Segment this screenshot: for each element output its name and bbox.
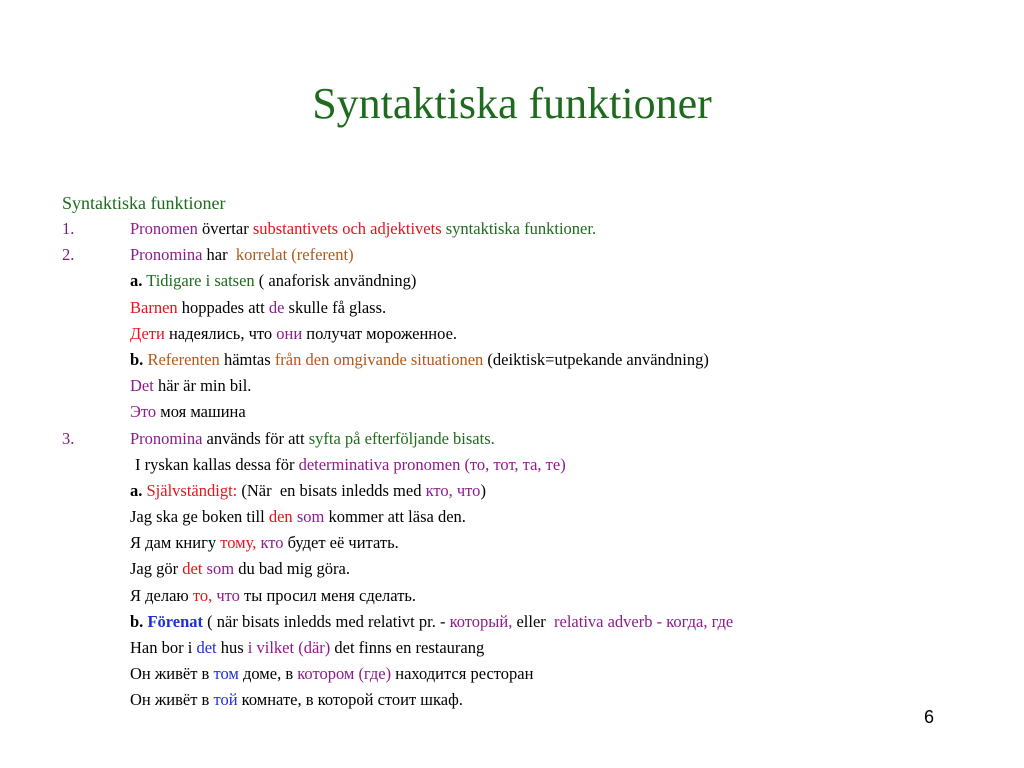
line-content [62, 661, 533, 687]
slide-body [62, 190, 1002, 714]
text-segment: кто, что [425, 480, 481, 500]
text-segment: I ryskan kallas dessa för [135, 454, 299, 474]
text-line [62, 399, 1002, 425]
text-line [62, 687, 1002, 713]
line-content [62, 635, 484, 661]
text-segment: den [268, 507, 293, 527]
text-segment: som [206, 559, 235, 579]
line-content [62, 609, 733, 635]
text-segment: hämtas [219, 349, 275, 369]
line-content [62, 478, 486, 504]
line-content [62, 530, 399, 556]
text-segment: получат мороженное. [302, 323, 458, 343]
line-content [62, 321, 457, 347]
page-number: 6 [924, 707, 935, 727]
text-line [62, 373, 1002, 399]
text-line [62, 426, 1002, 452]
text-line [62, 347, 1002, 373]
slide-title: Syntaktiska funktioner [312, 79, 712, 128]
text-segment: b. [130, 611, 144, 631]
text-segment: Дети [130, 323, 165, 343]
text-segment: котором (где) [297, 664, 392, 684]
line-content [62, 504, 466, 530]
text-segment: комнате, в которой стоит шкаф. [237, 690, 463, 710]
text-line [62, 242, 1002, 268]
text-segment: Я делаю [130, 585, 193, 605]
text-segment: hoppades att [177, 297, 269, 317]
text-segment: det [196, 638, 217, 657]
text-segment: том [213, 664, 239, 684]
text-segment: ( anaforisk användning) [254, 271, 417, 291]
text-line [62, 216, 1002, 242]
line-content [62, 373, 251, 399]
text-segment: Jag ska ge boken till [130, 507, 269, 527]
text-segment: relativa adverb - когда, где [554, 611, 734, 631]
text-segment: тому, [220, 533, 257, 553]
text-segment: Referenten [143, 349, 220, 369]
text-segment: skulle få glass. [284, 297, 387, 317]
text-segment: Självständigt: [142, 480, 238, 500]
text-line [62, 530, 1002, 556]
text-segment: a. [130, 480, 143, 500]
text-segment: моя машина [156, 402, 246, 422]
line-content [62, 216, 596, 242]
text-line [62, 661, 1002, 687]
text-segment: надеялись, что [164, 323, 277, 343]
text-segment: från den omgivande situationen [274, 349, 484, 369]
list-number: 1. [62, 219, 75, 238]
text-segment: determinativa pronomen (то, тот, та, те) [298, 454, 566, 474]
subheading: Syntaktiska funktioner [62, 193, 226, 213]
text-segment: Det [130, 376, 154, 396]
text-segment: kommer att läsa den. [324, 507, 466, 527]
text-segment: de [268, 297, 285, 317]
text-line [62, 295, 1002, 321]
text-line [62, 321, 1002, 347]
line-content [62, 347, 709, 373]
text-segment: eller [512, 611, 555, 631]
text-line [62, 556, 1002, 582]
text-segment: Tidigare i satsen [142, 271, 255, 291]
text-segment: har [202, 245, 236, 265]
text-segment: b. [130, 349, 144, 369]
text-segment: syfta på efterföljande bisats. [308, 428, 495, 448]
line-content [62, 295, 386, 321]
text-segment: som [296, 507, 325, 527]
text-segment: ( när bisats inledds med relativt pr. - [203, 611, 450, 631]
list-number: 3. [62, 428, 75, 448]
content-lines [62, 216, 1002, 714]
list-number: 2. [62, 245, 75, 265]
text-segment: Это [130, 402, 157, 422]
text-segment: ты просил меня сделать. [239, 585, 417, 605]
text-segment: доме, в [238, 664, 298, 684]
text-segment: hus [216, 638, 248, 657]
text-line [62, 635, 1002, 661]
text-line [62, 504, 1002, 530]
text-segment: той [213, 690, 238, 710]
text-line [62, 268, 1002, 294]
text-segment: Pronomen [130, 219, 198, 238]
text-segment: används för att [202, 428, 309, 448]
line-content [62, 556, 350, 582]
text-segment: что [216, 585, 240, 605]
text-segment: который, [449, 611, 513, 631]
line-content [62, 687, 463, 713]
text-segment: korrelat (referent) [235, 245, 354, 265]
text-segment: ) [480, 480, 486, 500]
text-segment: то, [192, 585, 213, 605]
text-segment: находится ресторан [391, 664, 534, 684]
text-segment: Он живёт в [130, 690, 214, 710]
line-content [62, 452, 566, 478]
line-content [62, 268, 416, 294]
text-segment: substantivets och adjektivets [252, 219, 442, 238]
text-line [62, 452, 1002, 478]
line-content [62, 583, 416, 609]
text-segment: a. [130, 271, 143, 291]
text-segment: будет её читать. [283, 533, 399, 553]
text-segment: Barnen [130, 297, 178, 317]
text-segment: Я дам книгу [130, 533, 221, 553]
text-segment: här är min bil. [153, 376, 252, 396]
text-segment: Jag gör [130, 559, 183, 579]
text-segment: Pronomina [130, 428, 203, 448]
text-segment: Han bor i [130, 638, 197, 657]
text-segment: Он живёт в [130, 664, 214, 684]
line-content [62, 242, 354, 268]
text-segment: det [182, 559, 203, 579]
text-segment: (deiktisk=utpekande användning) [483, 349, 709, 369]
line-content [62, 426, 495, 452]
text-segment: du bad mig göra. [234, 559, 350, 579]
text-line [62, 609, 1002, 635]
text-line [62, 583, 1002, 609]
text-segment: (När en bisats inledds med [237, 480, 426, 500]
text-segment: i vilket (där) [247, 638, 331, 657]
text-segment: det finns en restaurang [330, 638, 485, 657]
text-segment: Pronomina [130, 245, 203, 265]
text-line [62, 478, 1002, 504]
text-segment: syntaktiska funktioner. [441, 219, 597, 238]
text-segment: они [276, 323, 303, 343]
line-content [62, 399, 246, 425]
text-segment: Förenat [147, 611, 204, 631]
text-segment: кто [260, 533, 284, 553]
text-segment: övertar [197, 219, 253, 238]
